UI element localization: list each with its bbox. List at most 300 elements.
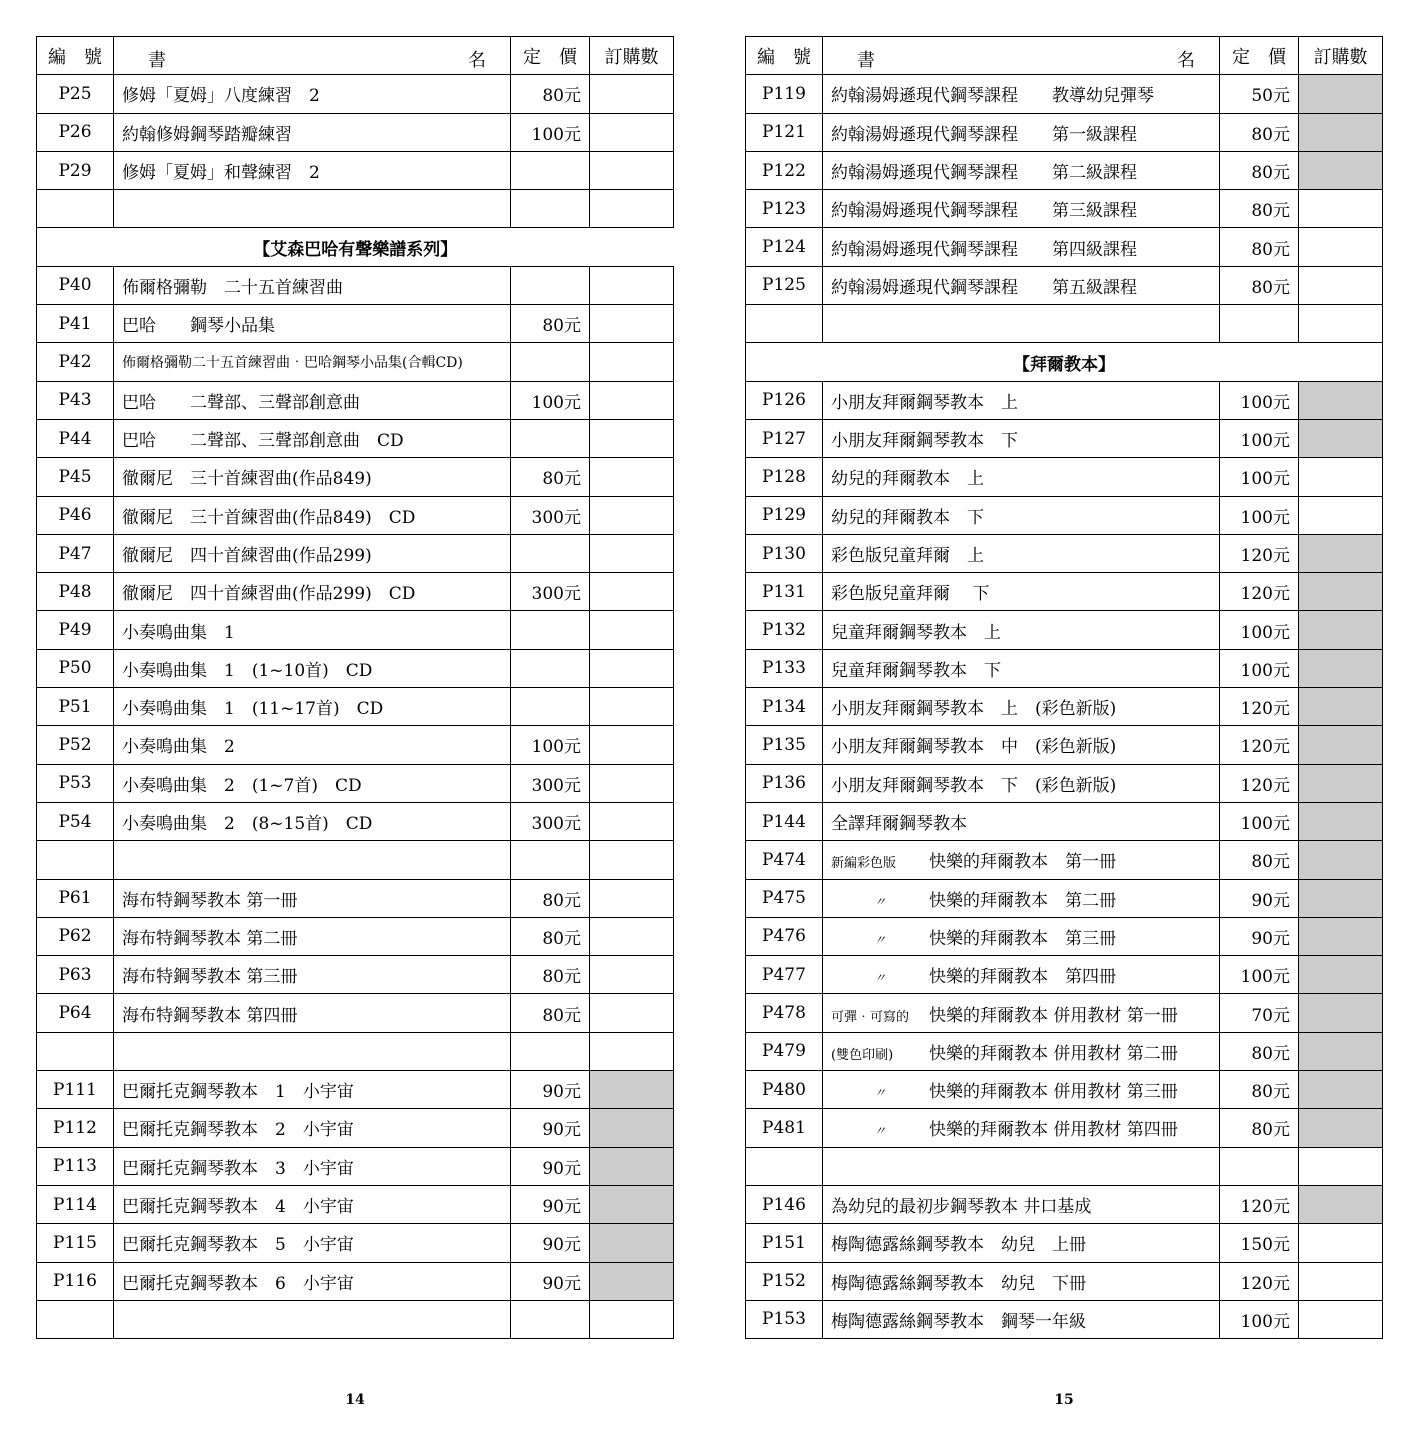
item-code: P54 [37,802,114,840]
table-row [37,343,674,381]
item-code: P47 [37,534,114,572]
order-quantity-cell[interactable] [590,841,674,879]
order-quantity-cell[interactable] [1299,1147,1383,1185]
item-price: 80元 [1220,1071,1299,1109]
item-code: P42 [37,343,114,381]
order-quantity-cell[interactable] [1299,113,1383,151]
item-title-cell [823,841,1220,879]
order-quantity-cell[interactable] [1299,573,1383,611]
item-code: P26 [37,113,114,151]
item-title: 巴哈 鋼琴小品集 [114,305,511,343]
item-title: 巴爾托克鋼琴教本 4 小宇宙 [114,1185,511,1223]
item-title: 巴爾托克鋼琴教本 3 小宇宙 [114,1147,511,1185]
item-code: P133 [746,649,823,687]
item-code: P132 [746,611,823,649]
header-name [114,37,511,75]
order-quantity-cell[interactable] [1299,1262,1383,1300]
table-row [746,688,1383,726]
item-price: 80元 [1220,190,1299,228]
blank-row [746,1147,1383,1185]
item-price: 150元 [1220,1224,1299,1262]
item-price: 90元 [1220,879,1299,917]
table-row [746,649,1383,687]
item-price: 70元 [1220,994,1299,1032]
item-code: P41 [37,305,114,343]
table-row [746,879,1383,917]
item-code: P122 [746,151,823,189]
blank-price-cell [511,1032,590,1070]
item-price: 100元 [511,726,590,764]
table-row [746,1109,1383,1147]
order-quantity-cell[interactable] [1299,419,1383,457]
blank-row [37,841,674,879]
blank-name-cell [114,190,511,228]
item-title: 梅陶德露絲鋼琴教本 幼兒 下冊 [823,1262,1220,1300]
table-row [37,1147,674,1185]
item-price: 120元 [1220,726,1299,764]
table-row [37,1224,674,1262]
right-catalog-page [745,36,1382,1339]
order-quantity-cell[interactable] [590,458,674,496]
item-price: 120元 [1220,1185,1299,1223]
item-price: 100元 [1220,381,1299,419]
blank-row [37,190,674,228]
order-quantity-cell[interactable] [1299,190,1383,228]
table-row [746,75,1383,113]
table-row [746,113,1383,151]
order-quantity-cell[interactable] [1299,228,1383,266]
order-quantity-cell[interactable] [590,1224,674,1262]
table-row [37,1262,674,1300]
item-code: P127 [746,419,823,457]
item-title: 佈爾格彌勒二十五首練習曲‧巴哈鋼琴小品集(合輯CD) [114,343,511,381]
table-row [37,726,674,764]
table-row [746,994,1383,1032]
item-code: P134 [746,688,823,726]
order-quantity-cell[interactable] [590,343,674,381]
item-title: 巴爾托克鋼琴教本 1 小宇宙 [114,1071,511,1109]
item-price: 80元 [511,305,590,343]
order-quantity-cell[interactable] [1299,1032,1383,1070]
ditto-mark: 〃 [873,894,886,909]
blank-name-cell [114,1032,511,1070]
page-number-right: 15 [1054,1392,1074,1408]
item-code: P146 [746,1185,823,1223]
order-quantity-cell[interactable] [590,1147,674,1185]
header-name-left: 書 [148,50,166,71]
table-row [746,764,1383,802]
item-code: P151 [746,1224,823,1262]
order-quantity-cell[interactable] [590,75,674,113]
item-code: P475 [746,879,823,917]
item-code: P43 [37,381,114,419]
table-row [37,764,674,802]
order-quantity-cell[interactable] [590,1071,674,1109]
section-heading: 【艾森巴哈有聲樂譜系列】 [37,228,674,266]
item-title: 徹爾尼 三十首練習曲(作品849) CD [114,496,511,534]
order-quantity-cell[interactable] [1299,1300,1383,1338]
table-row [37,956,674,994]
table-row [37,611,674,649]
table-row [37,688,674,726]
order-quantity-cell[interactable] [1299,1224,1383,1262]
table-row [37,151,674,189]
order-quantity-cell[interactable] [1299,1109,1383,1147]
item-price: 90元 [511,1262,590,1300]
table-row [37,879,674,917]
item-title: 小奏鳴曲集 2 (8~15首) CD [114,802,511,840]
item-title-cell [823,1109,1220,1147]
item-series-prefix: (雙色印刷) [831,1047,894,1063]
table-row [37,1109,674,1147]
blank-name-cell [114,841,511,879]
item-title-cell [823,1032,1220,1070]
table-header-row [746,37,1383,75]
order-quantity-cell[interactable] [590,496,674,534]
table-row [746,917,1383,955]
item-title: 幼兒的拜爾教本 下 [823,496,1220,534]
item-price: 80元 [511,879,590,917]
blank-row [37,1300,674,1338]
item-code: P64 [37,994,114,1032]
blank-row [37,1032,674,1070]
item-code: P124 [746,228,823,266]
ditto-mark: 〃 [873,1124,886,1139]
item-title: 彩色版兒童拜爾 上 [823,534,1220,572]
blank-price-cell [511,841,590,879]
order-quantity-cell[interactable] [590,534,674,572]
item-code: P48 [37,573,114,611]
item-title: 全譯拜爾鋼琴教本 [823,802,1220,840]
item-code: P135 [746,726,823,764]
item-title: 兒童拜爾鋼琴教本 下 [823,649,1220,687]
blank-price-cell [511,1300,590,1338]
item-title: 巴哈 二聲部、三聲部創意曲 [114,381,511,419]
item-price: 80元 [511,994,590,1032]
item-price: 100元 [511,113,590,151]
table-row [37,381,674,419]
item-series-prefix: 新編彩色版 [831,856,897,872]
item-title: 快樂的拜爾教本 第四冊 [929,967,1116,988]
item-title: 徹爾尼 四十首練習曲(作品299) [114,534,511,572]
section-heading: 【拜爾教本】 [746,343,1383,381]
table-row [746,573,1383,611]
header-code: 編 號 [746,37,823,75]
table-row [746,151,1383,189]
item-title: 小奏鳴曲集 1 (1~10首) CD [114,649,511,687]
header-name-right: 名 [468,50,486,71]
item-title: 約翰湯姆遜現代鋼琴課程 第三級課程 [823,190,1220,228]
item-code: P116 [37,1262,114,1300]
table-row [746,1185,1383,1223]
item-title: 快樂的拜爾教本 併用教材 第四冊 [929,1120,1178,1141]
order-quantity-cell[interactable] [1299,496,1383,534]
item-title: 巴爾托克鋼琴教本 2 小宇宙 [114,1109,511,1147]
item-code: P50 [37,649,114,687]
order-quantity-cell[interactable] [590,956,674,994]
header-qty: 訂購數 [1299,37,1383,75]
item-code: P123 [746,190,823,228]
ditto-mark: 〃 [873,971,886,986]
left-price-table [36,36,674,1339]
table-row [37,917,674,955]
item-price [511,649,590,687]
table-row [37,994,674,1032]
table-row [746,841,1383,879]
table-header-row [37,37,674,75]
item-code: P46 [37,496,114,534]
table-row [37,266,674,304]
right-price-table [745,36,1383,1339]
item-price: 120元 [1220,573,1299,611]
item-price: 80元 [1220,1032,1299,1070]
item-title-cell [823,879,1220,917]
order-quantity-cell[interactable] [1299,305,1383,343]
table-row [37,496,674,534]
item-code: P112 [37,1109,114,1147]
item-title: 小奏鳴曲集 1 (11~17首) CD [114,688,511,726]
item-code: P476 [746,917,823,955]
order-quantity-cell[interactable] [590,1032,674,1070]
item-title: 小奏鳴曲集 2 [114,726,511,764]
item-price: 50元 [1220,75,1299,113]
table-row [746,419,1383,457]
item-code: P125 [746,266,823,304]
item-price: 100元 [1220,419,1299,457]
item-code: P44 [37,419,114,457]
item-price: 120元 [1220,1262,1299,1300]
item-price: 100元 [1220,649,1299,687]
item-title: 約翰湯姆遜現代鋼琴課程 第五級課程 [823,266,1220,304]
blank-price-cell [511,190,590,228]
order-quantity-cell[interactable] [590,879,674,917]
item-title: 彩色版兒童拜爾 下 [823,573,1220,611]
item-price: 100元 [511,381,590,419]
item-code: P29 [37,151,114,189]
item-price: 120元 [1220,534,1299,572]
item-price: 80元 [511,458,590,496]
ditto-mark: 〃 [873,932,886,947]
item-code: P131 [746,573,823,611]
order-quantity-cell[interactable] [1299,649,1383,687]
item-price: 90元 [1220,917,1299,955]
table-row [37,458,674,496]
order-quantity-cell[interactable] [590,1300,674,1338]
item-title: 海布特鋼琴教本 第二冊 [114,917,511,955]
item-title: 為幼兒的最初步鋼琴教本 井口基成 [823,1185,1220,1223]
order-quantity-cell[interactable] [1299,688,1383,726]
table-row [746,1071,1383,1109]
order-quantity-cell[interactable] [1299,534,1383,572]
order-quantity-cell[interactable] [1299,381,1383,419]
table-row [746,266,1383,304]
header-price: 定 價 [1220,37,1299,75]
blank-code-cell [37,841,114,879]
table-row [37,113,674,151]
item-title-cell [823,994,1220,1032]
header-name-left: 書 [857,50,875,71]
item-code: P45 [37,458,114,496]
item-price: 100元 [1220,458,1299,496]
item-price [511,151,590,189]
item-code: P114 [37,1185,114,1223]
table-row [746,1224,1383,1262]
order-quantity-cell[interactable] [1299,956,1383,994]
item-code: P52 [37,726,114,764]
item-price: 80元 [1220,228,1299,266]
order-quantity-cell[interactable] [590,994,674,1032]
item-title: 快樂的拜爾教本 第一冊 [929,852,1116,873]
item-price: 100元 [1220,611,1299,649]
table-row [37,534,674,572]
table-row [37,1071,674,1109]
item-price: 300元 [511,764,590,802]
item-code: P129 [746,496,823,534]
order-quantity-cell[interactable] [590,764,674,802]
item-price: 300元 [511,573,590,611]
order-quantity-cell[interactable] [590,688,674,726]
item-code: P126 [746,381,823,419]
item-title-cell [823,1071,1220,1109]
order-quantity-cell[interactable] [590,917,674,955]
item-title: 小奏鳴曲集 2 (1~7首) CD [114,764,511,802]
item-price: 120元 [1220,764,1299,802]
item-title: 巴哈 二聲部、三聲部創意曲 CD [114,419,511,457]
order-quantity-cell[interactable] [1299,917,1383,955]
item-title: 小朋友拜爾鋼琴教本 下 [823,419,1220,457]
item-code: P474 [746,841,823,879]
order-quantity-cell[interactable] [590,573,674,611]
item-price: 90元 [511,1224,590,1262]
item-title: 小奏鳴曲集 1 [114,611,511,649]
order-quantity-cell[interactable] [590,1262,674,1300]
item-price: 90元 [511,1109,590,1147]
item-code: P477 [746,956,823,994]
blank-code-cell [746,305,823,343]
header-name [823,37,1220,75]
item-price: 90元 [511,1071,590,1109]
item-title: 快樂的拜爾教本 第二冊 [929,890,1116,911]
section-heading-row [746,343,1383,381]
item-price: 90元 [511,1147,590,1185]
item-title: 徹爾尼 三十首練習曲(作品849) [114,458,511,496]
table-row [746,956,1383,994]
order-quantity-cell[interactable] [1299,266,1383,304]
left-catalog-page [36,36,673,1339]
blank-price-cell [1220,305,1299,343]
item-price [511,688,590,726]
table-row [746,228,1383,266]
order-quantity-cell[interactable] [590,113,674,151]
item-title: 約翰湯姆遜現代鋼琴課程 第四級課程 [823,228,1220,266]
table-row [37,75,674,113]
order-quantity-cell[interactable] [590,726,674,764]
order-quantity-cell[interactable] [1299,764,1383,802]
table-row [746,1300,1383,1338]
order-quantity-cell[interactable] [1299,1185,1383,1223]
item-code: P115 [37,1224,114,1262]
table-row [746,496,1383,534]
order-quantity-cell[interactable] [590,190,674,228]
item-price: 90元 [511,1185,590,1223]
item-code: P478 [746,994,823,1032]
item-code: P128 [746,458,823,496]
order-quantity-cell[interactable] [1299,1071,1383,1109]
order-quantity-cell[interactable] [590,802,674,840]
order-quantity-cell[interactable] [590,1185,674,1223]
item-code: P136 [746,764,823,802]
order-quantity-cell[interactable] [1299,611,1383,649]
item-price: 80元 [1220,1109,1299,1147]
item-title: 快樂的拜爾教本 併用教材 第三冊 [929,1082,1178,1103]
table-row [37,1185,674,1223]
order-quantity-cell[interactable] [1299,802,1383,840]
item-title: 小朋友拜爾鋼琴教本 上 (彩色新版) [823,688,1220,726]
order-quantity-cell[interactable] [590,611,674,649]
item-code: P40 [37,266,114,304]
item-price: 100元 [1220,802,1299,840]
blank-code-cell [746,1147,823,1185]
item-title: 小朋友拜爾鋼琴教本 下 (彩色新版) [823,764,1220,802]
table-row [746,381,1383,419]
section-heading-row [37,228,674,266]
order-quantity-cell[interactable] [1299,841,1383,879]
table-row [37,802,674,840]
order-quantity-cell[interactable] [1299,75,1383,113]
order-quantity-cell[interactable] [1299,994,1383,1032]
item-price: 80元 [511,956,590,994]
table-row [746,1032,1383,1070]
item-title: 梅陶德露絲鋼琴教本 鋼琴一年級 [823,1300,1220,1338]
item-code: P63 [37,956,114,994]
item-title: 修姆「夏姆」八度練習 2 [114,75,511,113]
item-price: 300元 [511,496,590,534]
header-code: 編 號 [37,37,114,75]
order-quantity-cell[interactable] [590,381,674,419]
item-title: 約翰湯姆遜現代鋼琴課程 第二級課程 [823,151,1220,189]
item-title: 佈爾格彌勒 二十五首練習曲 [114,266,511,304]
order-quantity-cell[interactable] [590,305,674,343]
blank-row [746,305,1383,343]
item-code: P153 [746,1300,823,1338]
item-title: 快樂的拜爾教本 併用教材 第一冊 [929,1005,1178,1026]
order-quantity-cell[interactable] [1299,726,1383,764]
order-quantity-cell[interactable] [590,1109,674,1147]
table-row [746,802,1383,840]
item-code: P144 [746,802,823,840]
item-price: 100元 [1220,496,1299,534]
order-quantity-cell[interactable] [590,151,674,189]
order-quantity-cell[interactable] [1299,151,1383,189]
order-quantity-cell[interactable] [590,266,674,304]
table-row [746,190,1383,228]
item-price: 80元 [511,75,590,113]
table-row [746,458,1383,496]
table-row [746,534,1383,572]
blank-code-cell [37,1300,114,1338]
item-code: P479 [746,1032,823,1070]
order-quantity-cell[interactable] [1299,458,1383,496]
item-title-cell [823,956,1220,994]
ditto-mark: 〃 [873,1086,886,1101]
item-title: 約翰修姆鋼琴踏瓣練習 [114,113,511,151]
header-name-right: 名 [1177,50,1195,71]
item-title: 巴爾托克鋼琴教本 5 小宇宙 [114,1224,511,1262]
order-quantity-cell[interactable] [590,649,674,687]
order-quantity-cell[interactable] [590,419,674,457]
item-price: 80元 [1220,113,1299,151]
order-quantity-cell[interactable] [1299,879,1383,917]
